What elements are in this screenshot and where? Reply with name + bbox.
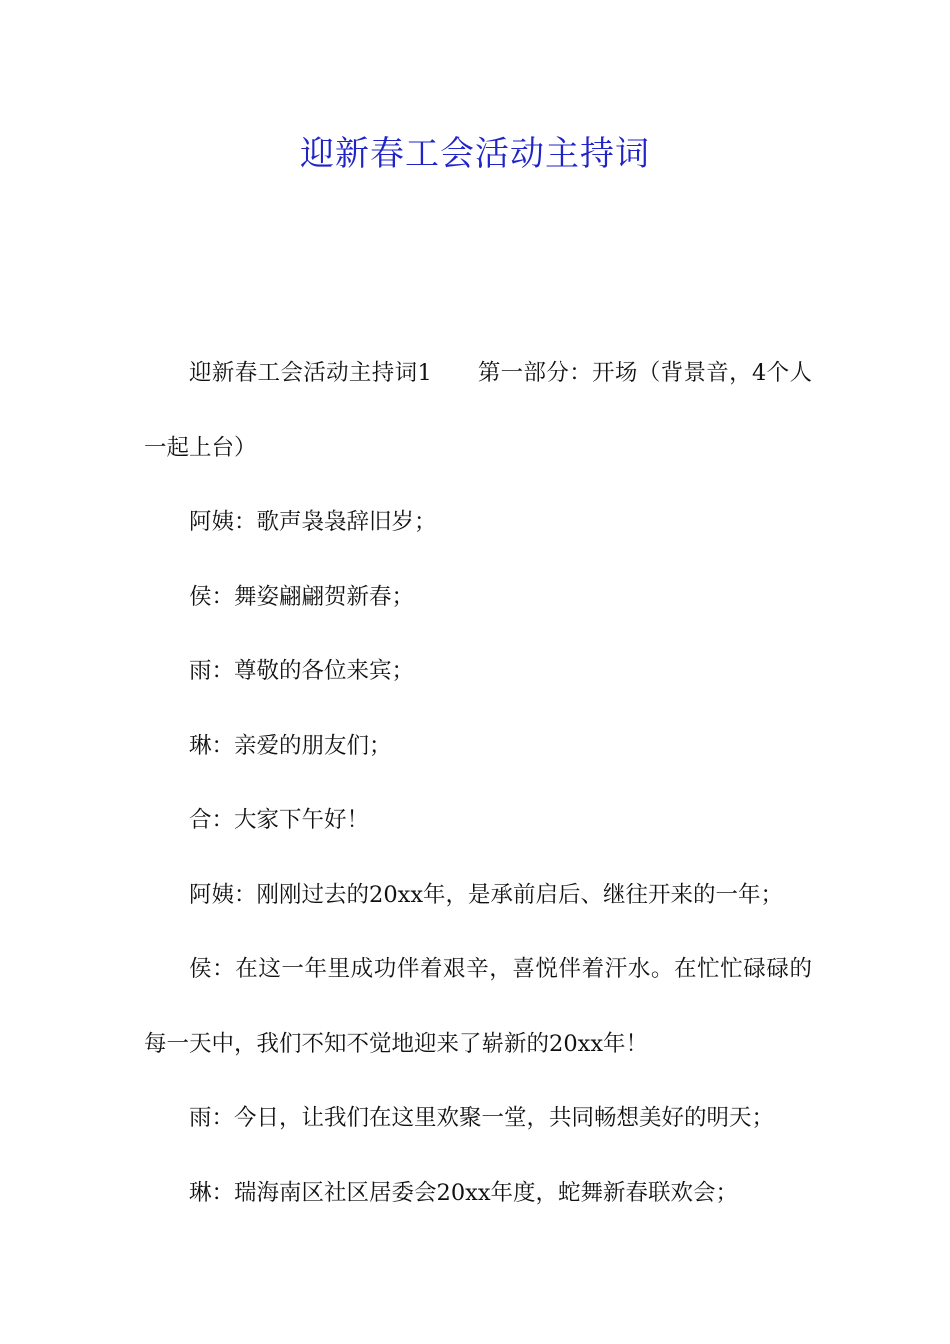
paragraph-3: 侯：舞姿翩翩贺新春； (189, 583, 415, 610)
paragraph-9: 雨：今日，让我们在这里欢聚一堂，共同畅想美好的明天； (189, 1105, 775, 1131)
paragraph-2: 阿姨：歌声袅袅辞旧岁； (189, 509, 437, 535)
paragraph-10: 琳：瑞海南区社区居委会20xx年度，蛇舞新春联欢会； (189, 1179, 739, 1206)
paragraph-1: 迎新春工会活动主持词1 第一部分：开场（背景音，4个人一起上台） (144, 360, 812, 461)
paragraph-6: 合：大家下午好！ (189, 807, 370, 833)
document-title: 迎新春工会活动主持词 (300, 134, 650, 174)
paragraph-7: 阿姨：刚刚过去的20xx年，是承前启后、继往开来的一年； (189, 881, 784, 908)
paragraph-5: 琳：亲爱的朋友们； (189, 732, 392, 759)
paragraph-8: 侯：在这一年里成功伴着艰辛，喜悦伴着汗水。在忙忙碌碌的每一天中，我们不知不觉地迎来了崭新的20xx年！ (144, 956, 812, 1057)
paragraph-4: 雨：尊敬的各位来宾； (189, 658, 415, 684)
document-body (144, 336, 812, 1230)
